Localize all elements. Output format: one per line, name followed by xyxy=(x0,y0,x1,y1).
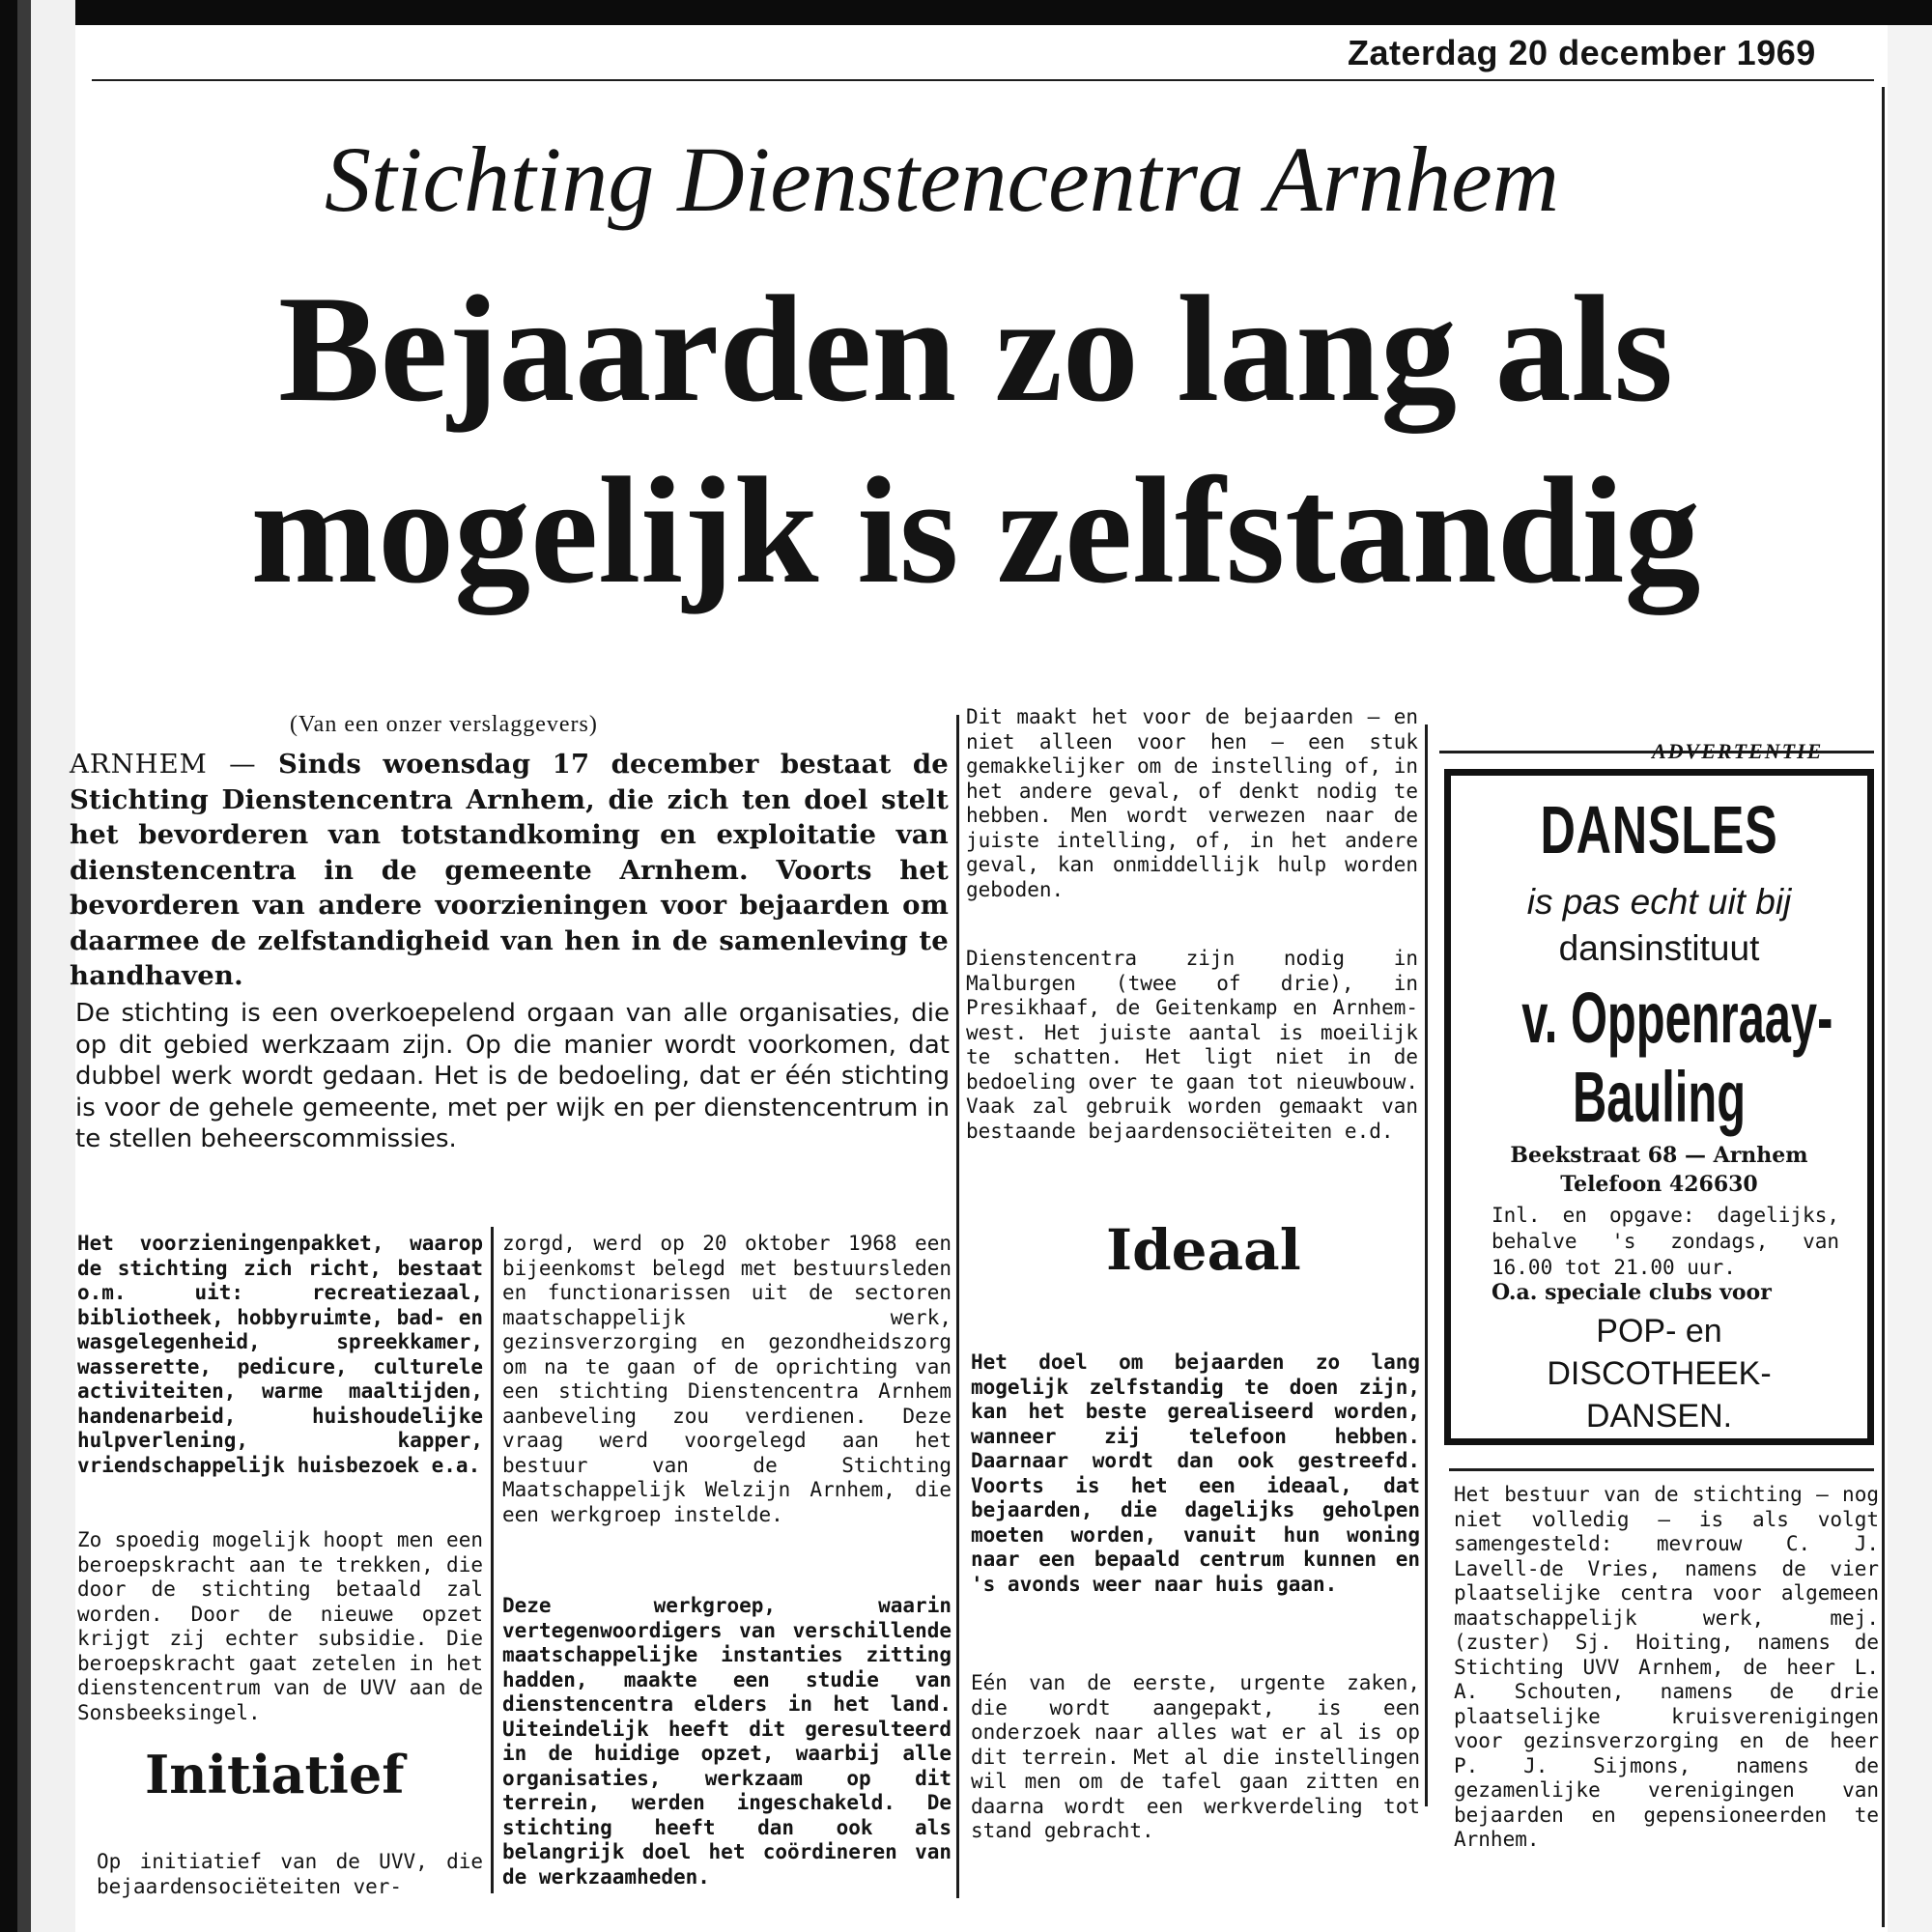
scan-border-top xyxy=(0,0,1932,25)
ad-title: DANSLES xyxy=(1540,792,1778,867)
ad-institute: dansinstituut xyxy=(1558,928,1760,968)
col1-paragraph-2: Zo spoedig mogelijk hoopt men een beroepskracht aan te trekken, die door de stichting betaald zal worden. Door de nieuwe opzet krijgt zij echter subsidie. Die beroepskracht gaat zetelen in het dienstencentrum van de UVV aan de Sonsbeeksingel. xyxy=(77,1528,483,1724)
body-intro: De stichting is een overkoepelend orgaan van alle organisaties, die op dit gebied werkzaam zijn. Op die manier wordt voorkomen, dat dubbel werk wordt gedaan. Het is de bedoeling, dat er één stichting is voor de gehele gemeente, met per wijk en per dienstencentrum in te stellen beheerscommissies. xyxy=(75,999,950,1153)
subheading-ideaal: Ideaal xyxy=(1106,1217,1301,1283)
ad-name-line-1: v. Oppenraay- xyxy=(1521,978,1833,1058)
col3-paragraph-3: Het doel om bejaarden zo lang mogelijk zelfstandig te doen zijn, kan het beste gerealiseerd worden, wanneer zij telefoon hebben. Daarnaar wordt dan ook gestreefd. Voorts is het een ideaal, dat bejaarden, die dagelijks geholpen moeten worden, vanuit hun woning naar een bepaald centrum kunnen en 's avonds weer naar huis gaan. xyxy=(971,1350,1420,1596)
advertisement xyxy=(1444,769,1874,1445)
byline: (Van een onzer verslaggevers) xyxy=(290,712,598,737)
col2-paragraph-1: zorgd, werd op 20 oktober 1968 een bijeenkomst belegd met bestuursleden en functionarissen uit de sectoren maatschappelijk werk, gezinsverzorging en gezondheidszorg om na te gaan of de oprichting van een stichting Dienstencentra Arnhem aanbeveling zou verdienen. Deze vraag werd voorgelegd aan het bestuur van de Stichting Maatschappelijk Welzijn Arnhem, die een werkgroep instelde. xyxy=(502,1232,952,1526)
col1-paragraph-3: Op initiatief van de UVV, die bejaardensociëteiten ver- xyxy=(97,1850,483,1898)
advertisement-label: ADVERTENTIE xyxy=(1652,739,1824,763)
lead-paragraph xyxy=(70,747,949,994)
ad-info: Inl. en opgave: dagelijks, behalve 's zondags, van 16.00 tot 21.00 uur. xyxy=(1492,1204,1839,1279)
ad-name-line-2: Bauling xyxy=(1572,1057,1747,1137)
ad-phone: Telefoon 426630 xyxy=(1560,1172,1758,1197)
column-rule xyxy=(1425,724,1428,1806)
col3-paragraph-2: Dienstencentra zijn nodig in Malburgen (twee of drie), in Presikhaaf, de Geitenkamp en Arnhem-west. Het juiste aantal is moeilijk te schatten. Het ligt niet in de bedoeling over te gaan tot nieuwbouw. Vaak zal gebruik worden gemaakt van bestaande bejaardensociëteiten e.d. xyxy=(966,947,1418,1143)
adjacent-column-right xyxy=(1888,25,1932,1932)
col3-paragraph-1: Dit maakt het voor de bejaarden — en niet alleen voor hen — een stuk gemakkelijker om de instelling of, in het andere geval, of denkt nodig te hebben. Men wordt verwezen naar de juiste intelling, of, in het andere geval, kan onmiddellijk hulp worden geboden. xyxy=(966,705,1418,901)
ad-dance-line-3: DANSEN. xyxy=(1585,1398,1733,1435)
ad-tagline: is pas echt uit bij xyxy=(1526,882,1792,922)
dateline: ARNHEM — xyxy=(70,749,257,780)
headline-line-1: Bejaarden zo lang als xyxy=(278,265,1673,434)
date-rule xyxy=(92,79,1874,81)
ad-address: Beekstraat 68 — Arnhem xyxy=(1510,1143,1808,1168)
column-rule xyxy=(956,715,959,1898)
col2-paragraph-2: Deze werkgroep, waarin vertegenwoordigers van verschillende maatschappelijke instanties zitting hadden, maakte een studie van dienstencentra elders in het land. Uiteindelijk heeft dit geresulteerd in de huidige opzet, waarbij alle organisaties, werkzaam op dit terrein, werden ingeschakeld. De stichting heeft dan ook als belangrijk doel het coördineren van de werkzaamheden. xyxy=(502,1594,952,1889)
headline xyxy=(97,259,1855,622)
kicker-title: Stichting Dienstencentra Arnhem xyxy=(325,128,1559,231)
ad-rule-bottom xyxy=(1449,1468,1874,1471)
issue-date: Zaterdag 20 december 1969 xyxy=(1348,33,1816,72)
col4-paragraph-1: Het bestuur van de stichting — nog niet volledig — is als volgt samengesteld: mevrouw C. J. Lavell-de Vries, namens de vier plaatselijke centra voor algemeen maatschappelijk werk, mej. (zuster) Sj. Hoiting, namens de Stichting UVV Arnhem, de heer L. A. Schouten, namens de drie plaatselijke kruisverenigingen voor gezinsverzorging en de heer P. J. Sijmons, namens de gezamenlijke verenigingen van bejaarden en gepensioneerden te Arnhem. xyxy=(1454,1483,1879,1851)
right-column-rule xyxy=(1882,87,1885,1927)
column-rule xyxy=(491,1227,494,1893)
col3-paragraph-4: Eén van de eerste, urgente zaken, die wordt aangepakt, is een onderzoek naar alles wat er al is op dit terrein. Met al die instellingen wil men om de tafel gaan zitten en daarna wordt een werkverdeling tot stand gebracht. xyxy=(971,1671,1420,1842)
col1-paragraph-1: Het voorzieningenpakket, waarop de stichting zich richt, bestaat o.m. uit: recreatiezaal, bibliotheek, hobbyruimte, bad- en wasgelegenheid, spreekkamer, wasserette, pedicure, culturele activiteiten, warme maaltijden, handenarbeid, huishoudelijke hulpverlening, kapper, vriendschappelijk huisbezoek e.a. xyxy=(77,1232,483,1477)
ad-dance-line-2: DISCOTHEEK- xyxy=(1547,1355,1772,1392)
scan-border-left xyxy=(0,0,17,1932)
subheading-initiatief: Initiatief xyxy=(145,1744,405,1805)
ad-clubs: O.a. speciale clubs voor xyxy=(1492,1280,1772,1305)
ad-dance-line-1: POP- en xyxy=(1596,1313,1722,1350)
headline-line-2: mogelijk is zelfstandig xyxy=(250,446,1701,615)
scan-shadow-left xyxy=(17,0,31,1932)
lead-text: Sinds woensdag 17 december bestaat de Stichting Dienstencentra Arnhem, die zich ten doel stelt het bevorderen van totstandkoming en exploitatie van dienstencentra in de gemeente Arnhem. Voorts het bevorderen van andere voorzieningen voor bejaarden om daarmee de zelfstandigheid van hen in de samenleving te handhaven. xyxy=(70,749,949,991)
